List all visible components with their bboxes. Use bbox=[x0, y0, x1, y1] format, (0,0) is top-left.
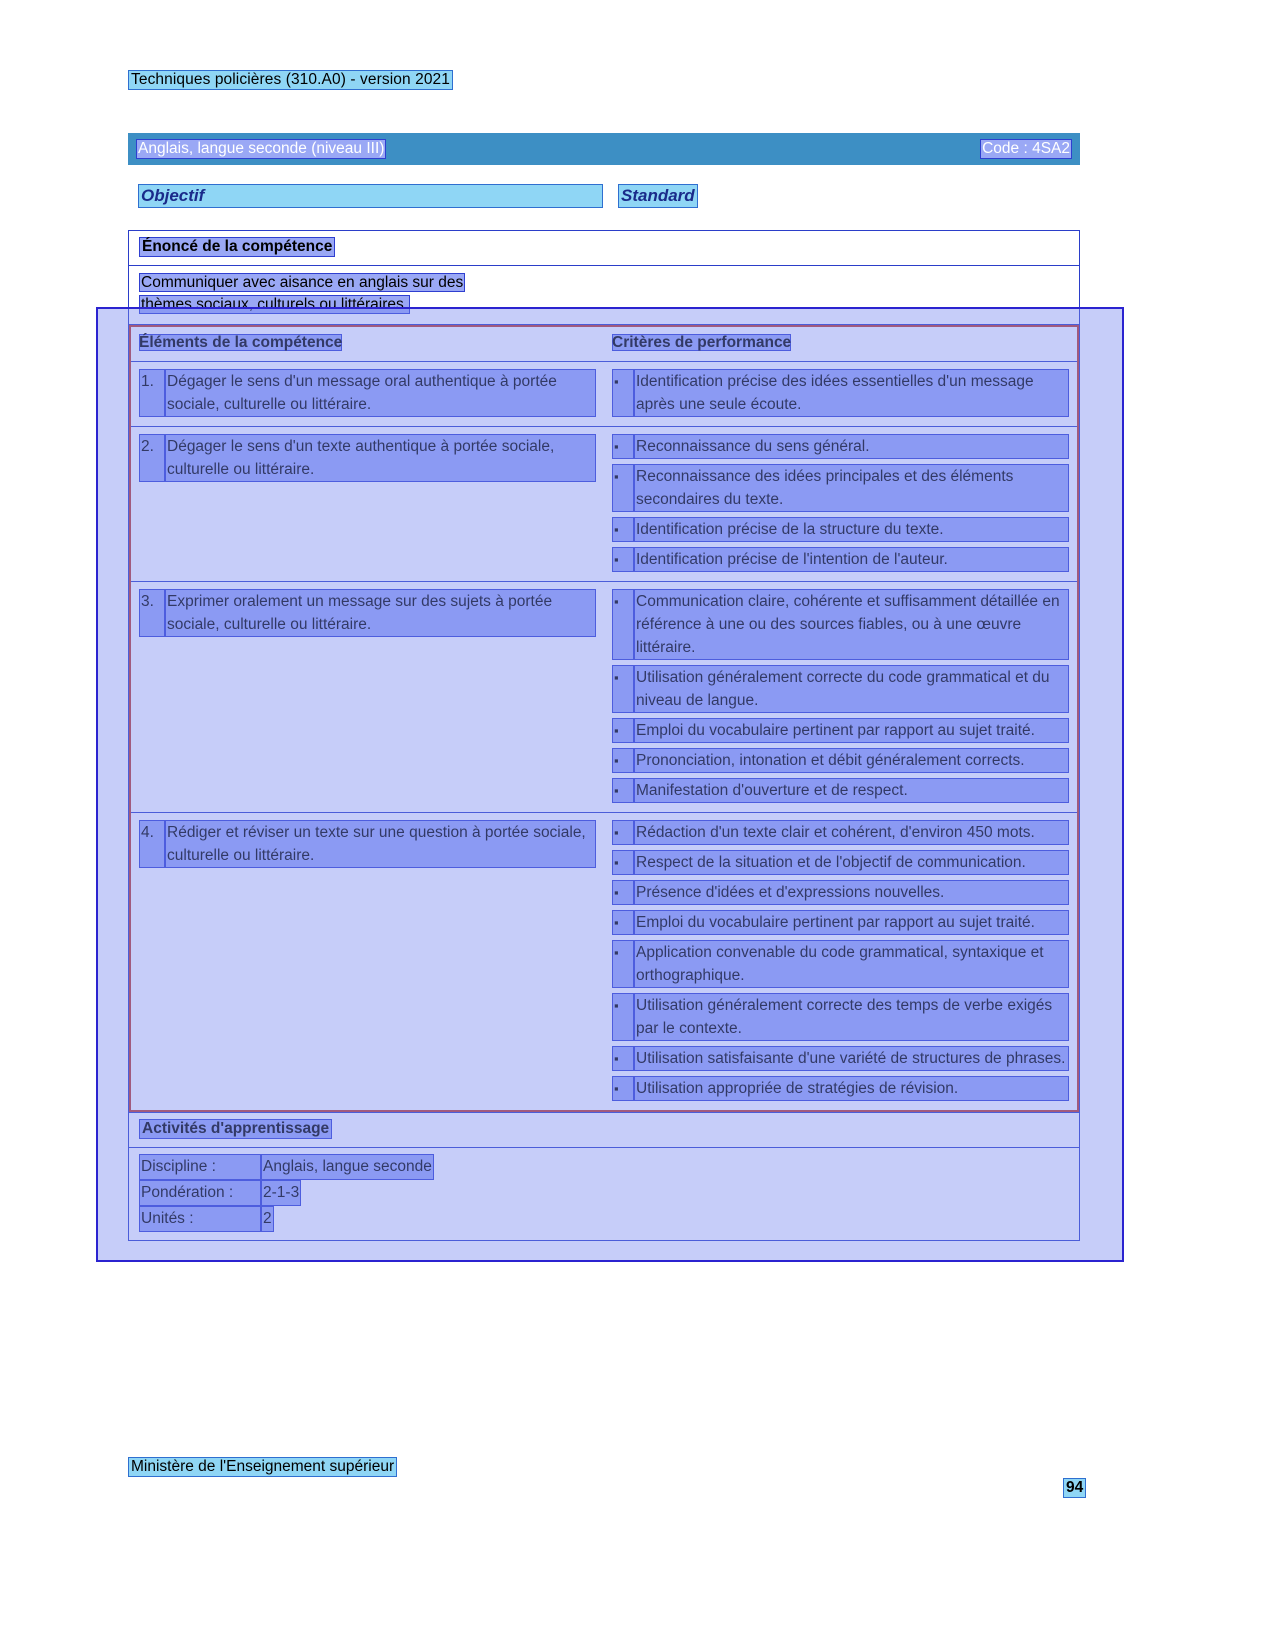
statement-line-1: Communiquer avec aisance en anglais sur des bbox=[141, 274, 464, 291]
discipline-value: Anglais, langue seconde bbox=[261, 1154, 434, 1180]
competence-table bbox=[128, 230, 1080, 1241]
header-criteria-label: Critères de performance bbox=[612, 334, 792, 351]
bullet-icon: ▪ bbox=[612, 718, 634, 743]
bullet-icon: ▪ bbox=[612, 464, 634, 512]
criterion-text: Utilisation appropriée de stratégies de révision. bbox=[634, 1076, 1069, 1101]
bullet-icon: ▪ bbox=[612, 993, 634, 1041]
element-cell bbox=[130, 813, 604, 1112]
unites-label: Unités : bbox=[139, 1206, 261, 1232]
element-number: 2. bbox=[139, 434, 165, 482]
bullet-icon: ▪ bbox=[612, 778, 634, 803]
bullet-icon: ▪ bbox=[612, 369, 634, 417]
table-header-row bbox=[130, 326, 1078, 362]
statement-heading: Énoncé de la compétence bbox=[139, 237, 335, 257]
heading-objectif: Objectif bbox=[138, 184, 603, 208]
bullet-icon: ▪ bbox=[612, 850, 634, 875]
bullet-icon: ▪ bbox=[612, 1076, 634, 1101]
document-footer: Ministère de l'Enseignement supérieur bbox=[128, 1457, 397, 1477]
heading-standard: Standard bbox=[618, 184, 698, 208]
bullet-icon: ▪ bbox=[612, 665, 634, 713]
criterion-text: Utilisation généralement correcte des temps de verbe exigés par le contexte. bbox=[634, 993, 1069, 1041]
column-headings bbox=[128, 184, 1080, 212]
elements-criteria-table bbox=[129, 325, 1079, 1112]
statement-text-row bbox=[129, 266, 1079, 325]
element-text: Dégager le sens d'un texte authentique à portée sociale, culturelle ou littéraire. bbox=[165, 434, 596, 482]
criterion-text: Prononciation, intonation et débit généralement corrects. bbox=[634, 748, 1069, 773]
element-number: 1. bbox=[139, 369, 165, 417]
activities-heading: Activités d'apprentissage bbox=[139, 1119, 332, 1139]
header-cell-elements bbox=[130, 326, 604, 362]
criterion-text: Respect de la situation et de l'objectif de communication. bbox=[634, 850, 1069, 875]
criterion-text: Identification précise de la structure du texte. bbox=[634, 517, 1069, 542]
criterion-text: Communication claire, cohérente et suffisamment détaillée en référence à une ou des sources fiables, ou à une œuvre littéraire. bbox=[634, 589, 1069, 660]
activity-field bbox=[139, 1180, 1069, 1206]
statement-line-2: thèmes sociaux, culturels ou littéraires. bbox=[141, 296, 409, 313]
activity-field bbox=[139, 1206, 1069, 1232]
unites-value: 2 bbox=[261, 1206, 274, 1232]
criterion-text: Emploi du vocabulaire pertinent par rapport au sujet traité. bbox=[634, 718, 1069, 743]
bullet-icon: ▪ bbox=[612, 434, 634, 459]
criterion-text: Identification précise de l'intention de l'auteur. bbox=[634, 547, 1069, 572]
bullet-icon: ▪ bbox=[612, 880, 634, 905]
bullet-icon: ▪ bbox=[612, 820, 634, 845]
statement-heading-row bbox=[129, 231, 1079, 266]
criteria-cell bbox=[604, 427, 1078, 582]
element-number: 3. bbox=[139, 589, 165, 637]
course-code: Code : 4SA2 bbox=[982, 140, 1070, 157]
bullet-icon: ▪ bbox=[612, 547, 634, 572]
activities-fields-row bbox=[129, 1148, 1079, 1240]
element-cell bbox=[130, 427, 604, 582]
element-text: Rédiger et réviser un texte sur une question à portée sociale, culturelle ou littéraire. bbox=[165, 820, 596, 868]
bullet-icon: ▪ bbox=[612, 517, 634, 542]
discipline-label: Discipline : bbox=[139, 1154, 261, 1180]
criteria-cell bbox=[604, 362, 1078, 427]
criterion-text: Reconnaissance des idées principales et des éléments secondaires du texte. bbox=[634, 464, 1069, 512]
elements-criteria-row bbox=[129, 325, 1079, 1113]
criterion-text: Application convenable du code grammatical, syntaxique et orthographique. bbox=[634, 940, 1069, 988]
bullet-icon: ▪ bbox=[612, 910, 634, 935]
header-elements-label: Éléments de la compétence bbox=[139, 334, 343, 351]
bullet-icon: ▪ bbox=[612, 940, 634, 988]
criteria-cell bbox=[604, 582, 1078, 813]
course-title-bar bbox=[128, 133, 1080, 165]
element-text: Exprimer oralement un message sur des sujets à portée sociale, culturelle ou littéraire. bbox=[165, 589, 596, 637]
element-number: 4. bbox=[139, 820, 165, 868]
criterion-text: Emploi du vocabulaire pertinent par rapport au sujet traité. bbox=[634, 910, 1069, 935]
bullet-icon: ▪ bbox=[612, 748, 634, 773]
table-row bbox=[130, 362, 1078, 427]
header-cell-criteria bbox=[604, 326, 1078, 362]
document-header: Techniques policières (310.A0) - version 2021 bbox=[128, 70, 453, 90]
criteria-cell bbox=[604, 813, 1078, 1112]
ponderation-value: 2-1-3 bbox=[261, 1180, 301, 1206]
criterion-text: Présence d'idées et d'expressions nouvelles. bbox=[634, 880, 1069, 905]
bullet-icon: ▪ bbox=[612, 1046, 634, 1071]
element-text: Dégager le sens d'un message oral authentique à portée sociale, culturelle ou littéraire. bbox=[165, 369, 596, 417]
element-cell bbox=[130, 362, 604, 427]
element-cell bbox=[130, 582, 604, 813]
criterion-text: Reconnaissance du sens général. bbox=[634, 434, 1069, 459]
criterion-text: Utilisation satisfaisante d'une variété de structures de phrases. bbox=[634, 1046, 1069, 1071]
table-row bbox=[130, 582, 1078, 813]
criterion-text: Rédaction d'un texte clair et cohérent, d'environ 450 mots. bbox=[634, 820, 1069, 845]
activity-field bbox=[139, 1154, 1069, 1180]
criterion-text: Manifestation d'ouverture et de respect. bbox=[634, 778, 1069, 803]
table-row bbox=[130, 813, 1078, 1112]
bullet-icon: ▪ bbox=[612, 589, 634, 660]
course-title: Anglais, langue seconde (niveau III) bbox=[138, 140, 385, 157]
criterion-text: Utilisation généralement correcte du code grammatical et du niveau de langue. bbox=[634, 665, 1069, 713]
ponderation-label: Pondération : bbox=[139, 1180, 261, 1206]
page-number: 94 bbox=[1063, 1478, 1086, 1498]
activities-heading-row bbox=[129, 1113, 1079, 1148]
criterion-text: Identification précise des idées essentielles d'un message après une seule écoute. bbox=[634, 369, 1069, 417]
table-row bbox=[130, 427, 1078, 582]
